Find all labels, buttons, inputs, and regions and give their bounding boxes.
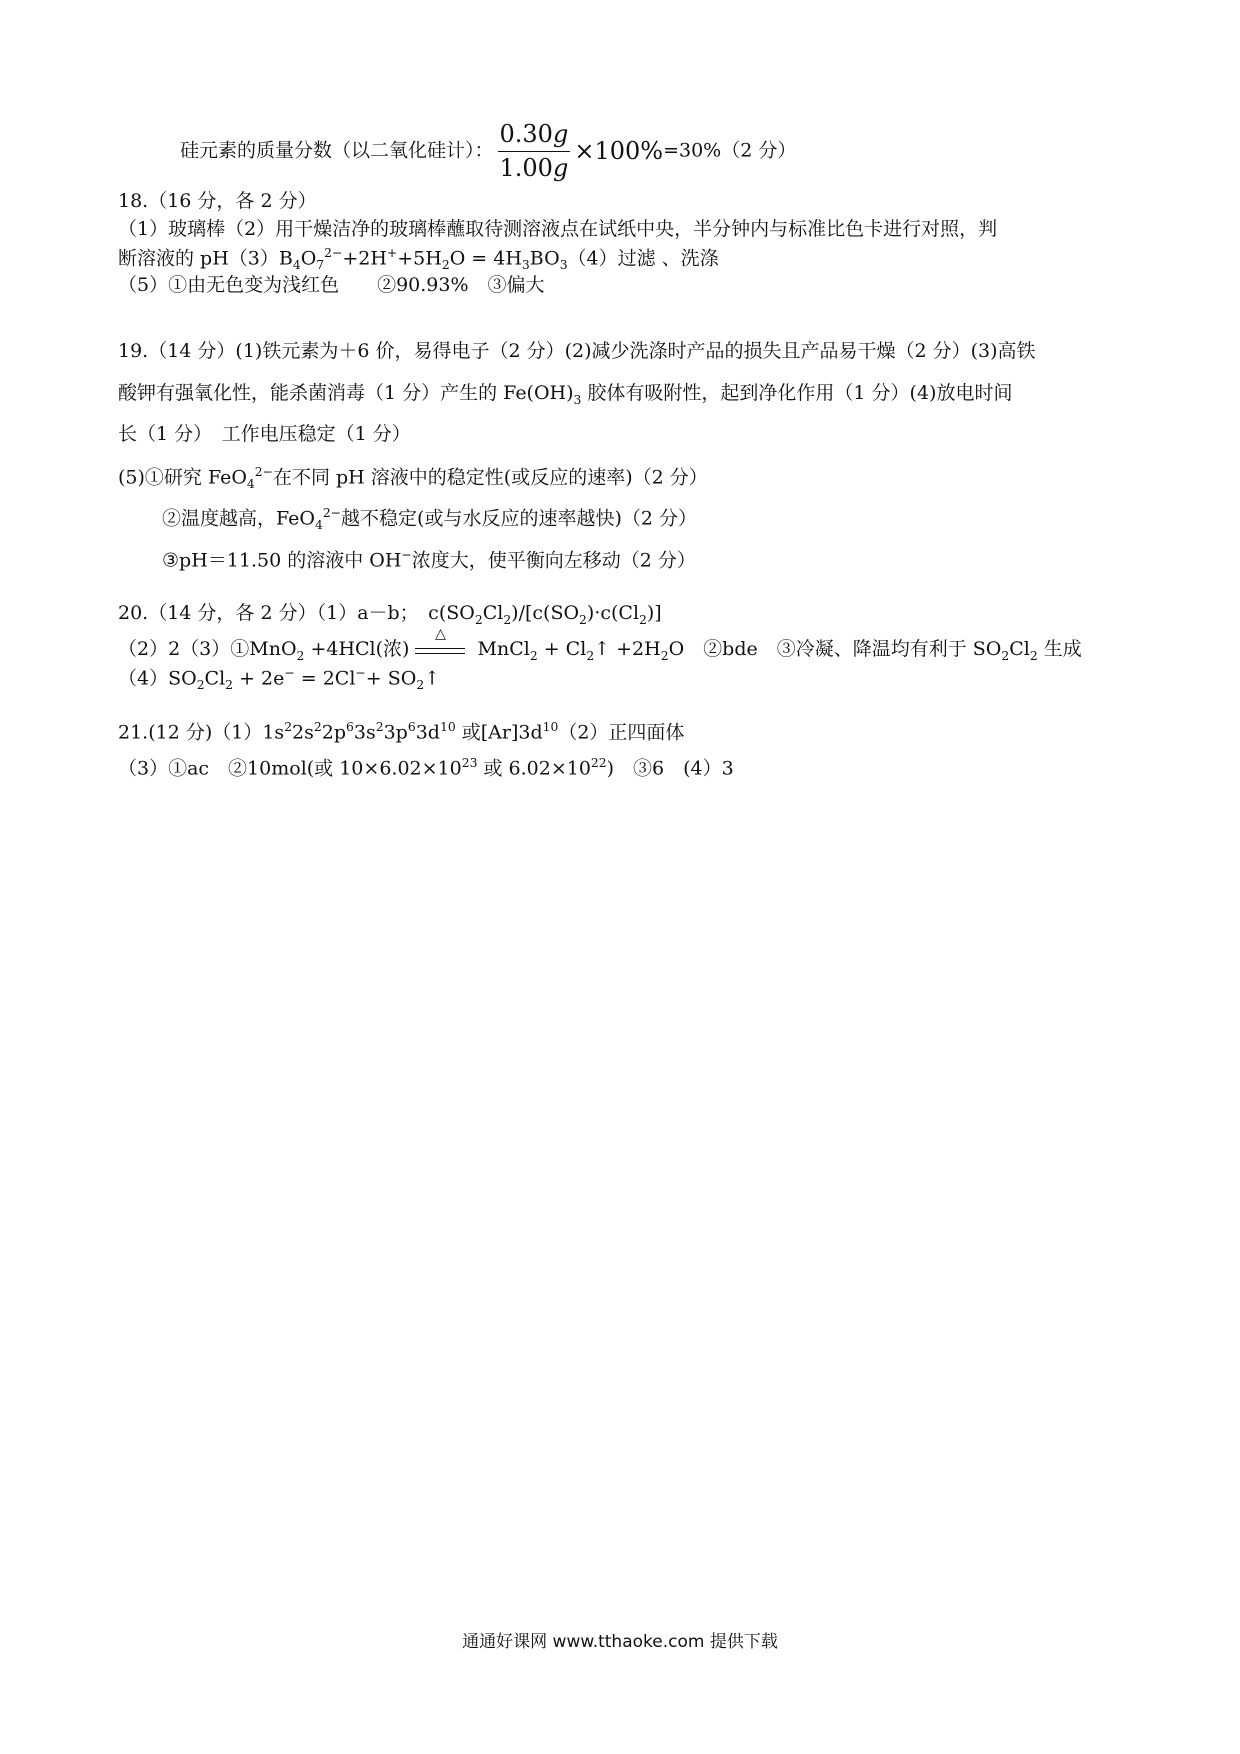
footer-source: 通通好课网 www.tthaoke.com 提供下载 <box>462 1632 778 1652</box>
fraction-denominator: 1.00 <box>499 153 553 182</box>
q20-sub: 2 <box>416 678 425 693</box>
q20-sub: 2 <box>639 612 647 627</box>
q20-sub: 2 <box>1001 648 1010 663</box>
q21-text: ) ③6 (4）3 <box>606 757 734 780</box>
q21-sup: 6 <box>346 720 354 734</box>
q20-text: = 2Cl <box>294 667 356 690</box>
q21-sup: 6 <box>407 720 416 734</box>
q21-sup: 2 <box>375 720 384 734</box>
q21-sup: 2 <box>284 720 293 734</box>
q20-text: （2）2（3）①MnO <box>118 638 297 660</box>
q18-sub: 2 <box>441 258 450 273</box>
q18-line-1 <box>118 218 997 241</box>
q20-text: Cl <box>1009 638 1030 660</box>
q18-sub: 3 <box>559 258 568 273</box>
q19-sub: 4 <box>314 518 323 533</box>
q18-heading-text: 18.（16 分，各 2 分） <box>118 190 317 212</box>
q19-text: (5)①研究 FeO <box>118 466 247 489</box>
q20-sub: 2 <box>579 612 587 627</box>
q21-sup: 10 <box>439 720 456 734</box>
q20-sub: 2 <box>196 678 205 693</box>
q19-line-5 <box>162 506 697 533</box>
q18-line-3 <box>118 274 545 297</box>
q20-text: Cl <box>204 667 226 690</box>
q18-sub: 4 <box>292 258 301 273</box>
q20-text: )] <box>646 602 662 624</box>
q19-text: 越不稳定(或与水反应的速率越快)（2 分） <box>341 507 697 530</box>
q21-text: 21.(12 分)（1）1s <box>118 721 285 744</box>
q18-text: O = 4H <box>449 247 522 270</box>
times-100-percent: ×100% <box>574 136 664 165</box>
q20-line-2 <box>118 626 1082 664</box>
fraction-unit-top: g <box>552 120 569 148</box>
q19-text: 在不同 pH 溶液中的稳定性(或反应的速率)（2 分） <box>272 466 708 489</box>
q20-text: +4HCl(浓) <box>304 638 410 660</box>
q19-sup: − <box>401 548 412 562</box>
silicon-mass-fraction-line <box>180 120 796 183</box>
q19-line-1 <box>118 340 1036 363</box>
q20-sub: 2 <box>586 648 595 663</box>
q19-line-2 <box>118 382 1012 408</box>
q18-sup: 2− <box>324 246 343 260</box>
mass-fraction-label: 硅元素的质量分数（以二氧化硅计）： <box>180 139 494 162</box>
q20-text: 生成 <box>1037 638 1082 660</box>
q21-sup: 22 <box>590 756 607 770</box>
mass-fraction-result: =30%（2 分） <box>663 139 797 162</box>
fraction-numerator: 0.30 <box>499 120 553 148</box>
q20-text: Cl <box>482 602 504 624</box>
q18-text: O <box>300 247 317 270</box>
q18-sup: + <box>386 246 398 260</box>
q20-sub: 2 <box>503 612 512 627</box>
q21-text: 3p <box>383 721 408 744</box>
q21-sup: 2 <box>313 720 322 734</box>
q20-line-3 <box>118 666 440 693</box>
q18-text: （4）过滤 、洗涤 <box>567 247 719 270</box>
fraction-unit-bottom: g <box>552 153 569 182</box>
q21-text: 或[Ar]3d <box>455 721 543 744</box>
q19-line-3 <box>118 423 411 446</box>
q20-text: )/[c(SO <box>511 602 580 624</box>
q18-text: BO <box>529 247 560 270</box>
q18-text: +2H <box>342 247 387 270</box>
q20-text: + SO <box>365 667 417 690</box>
q19-text: ③pH＝11.50 的溶液中 OH <box>162 549 402 572</box>
q20-text: )·c(Cl <box>586 602 640 624</box>
q20-text: + Cl <box>537 638 587 660</box>
q19-text: 酸钾有强氧化性，能杀菌消毒（1 分）产生的 Fe(OH) <box>118 382 574 404</box>
q18-text: 断溶液的 pH（3）B <box>118 247 293 270</box>
q21-text: 3d <box>415 721 440 744</box>
q20-sub: 2 <box>660 648 669 663</box>
q20-sup: − <box>355 666 366 680</box>
q19-line-3-text: 长（1 分） 工作电压稳定（1 分） <box>118 423 411 445</box>
q21-line-1 <box>118 720 684 744</box>
q20-sub: 2 <box>1029 648 1038 663</box>
q18-sub: 3 <box>521 258 530 273</box>
q21-sup: 23 <box>461 756 478 770</box>
heat-triangle: △ <box>435 626 446 642</box>
q18-heading <box>118 190 317 213</box>
q20-sup: − <box>284 666 295 680</box>
q19-text: 浓度大，使平衡向左移动（2 分） <box>411 549 696 572</box>
fraction <box>498 120 571 183</box>
q19-sup: 2− <box>322 506 342 520</box>
q20-text: + 2e <box>233 667 285 690</box>
q20-sub: 2 <box>474 612 483 627</box>
q18-text: +5H <box>397 247 442 270</box>
q20-sub: 2 <box>529 648 538 663</box>
q19-sub: 4 <box>246 477 255 492</box>
q21-text: 3s <box>353 721 376 744</box>
q21-text: （3）①ac ②10mol(或 10×6.02×10 <box>118 757 462 780</box>
q20-text: 20.（14 分，各 2 分）（1）a－b； c(SO <box>118 602 475 624</box>
q19-line-1-text: 19.（14 分）(1)铁元素为＋6 价，易得电子（2 分）(2)减少洗涤时产品的损失且产品易干燥（2 分）(3)高铁 <box>118 340 1036 362</box>
q20-text: ↑ <box>424 667 441 690</box>
q19-text: 胶体有吸附性，起到净化作用（1 分）(4)放电时间 <box>581 382 1013 404</box>
q19-line-6 <box>162 548 696 572</box>
q21-sup: 10 <box>542 720 559 734</box>
q21-line-2 <box>118 756 734 780</box>
q20-sub: 2 <box>296 648 305 663</box>
q21-text: 或 6.02×10 <box>477 757 591 780</box>
q18-line-1-text: （1）玻璃棒（2）用干燥洁净的玻璃棒蘸取待测溶液点在试纸中央，半分钟内与标准比色卡进行对照，判 <box>118 218 998 240</box>
heating-equals-sign <box>415 626 465 660</box>
q18-sub: 7 <box>316 258 325 273</box>
q20-sub: 2 <box>225 678 234 693</box>
q19-line-4 <box>118 465 708 492</box>
q18-line-3-text: （5）①由无色变为浅红色 ②90.93% ③偏大 <box>118 274 545 296</box>
q20-text: （4）SO <box>118 667 197 690</box>
q20-line-1 <box>118 602 662 628</box>
q21-text: 2p <box>321 721 347 744</box>
q19-sup: 2− <box>254 465 273 479</box>
q19-text: ②温度越高，FeO <box>162 507 315 530</box>
q19-sub: 3 <box>573 392 582 407</box>
q18-line-2 <box>118 246 719 273</box>
q20-text: ↑ +2H <box>594 638 661 660</box>
q21-text: 2s <box>292 721 314 744</box>
q20-text: MnCl <box>471 638 530 660</box>
q21-text: （2）正四面体 <box>558 721 685 744</box>
q20-text: O ②bde ③冷凝、降温均有利于 SO <box>668 638 1002 660</box>
